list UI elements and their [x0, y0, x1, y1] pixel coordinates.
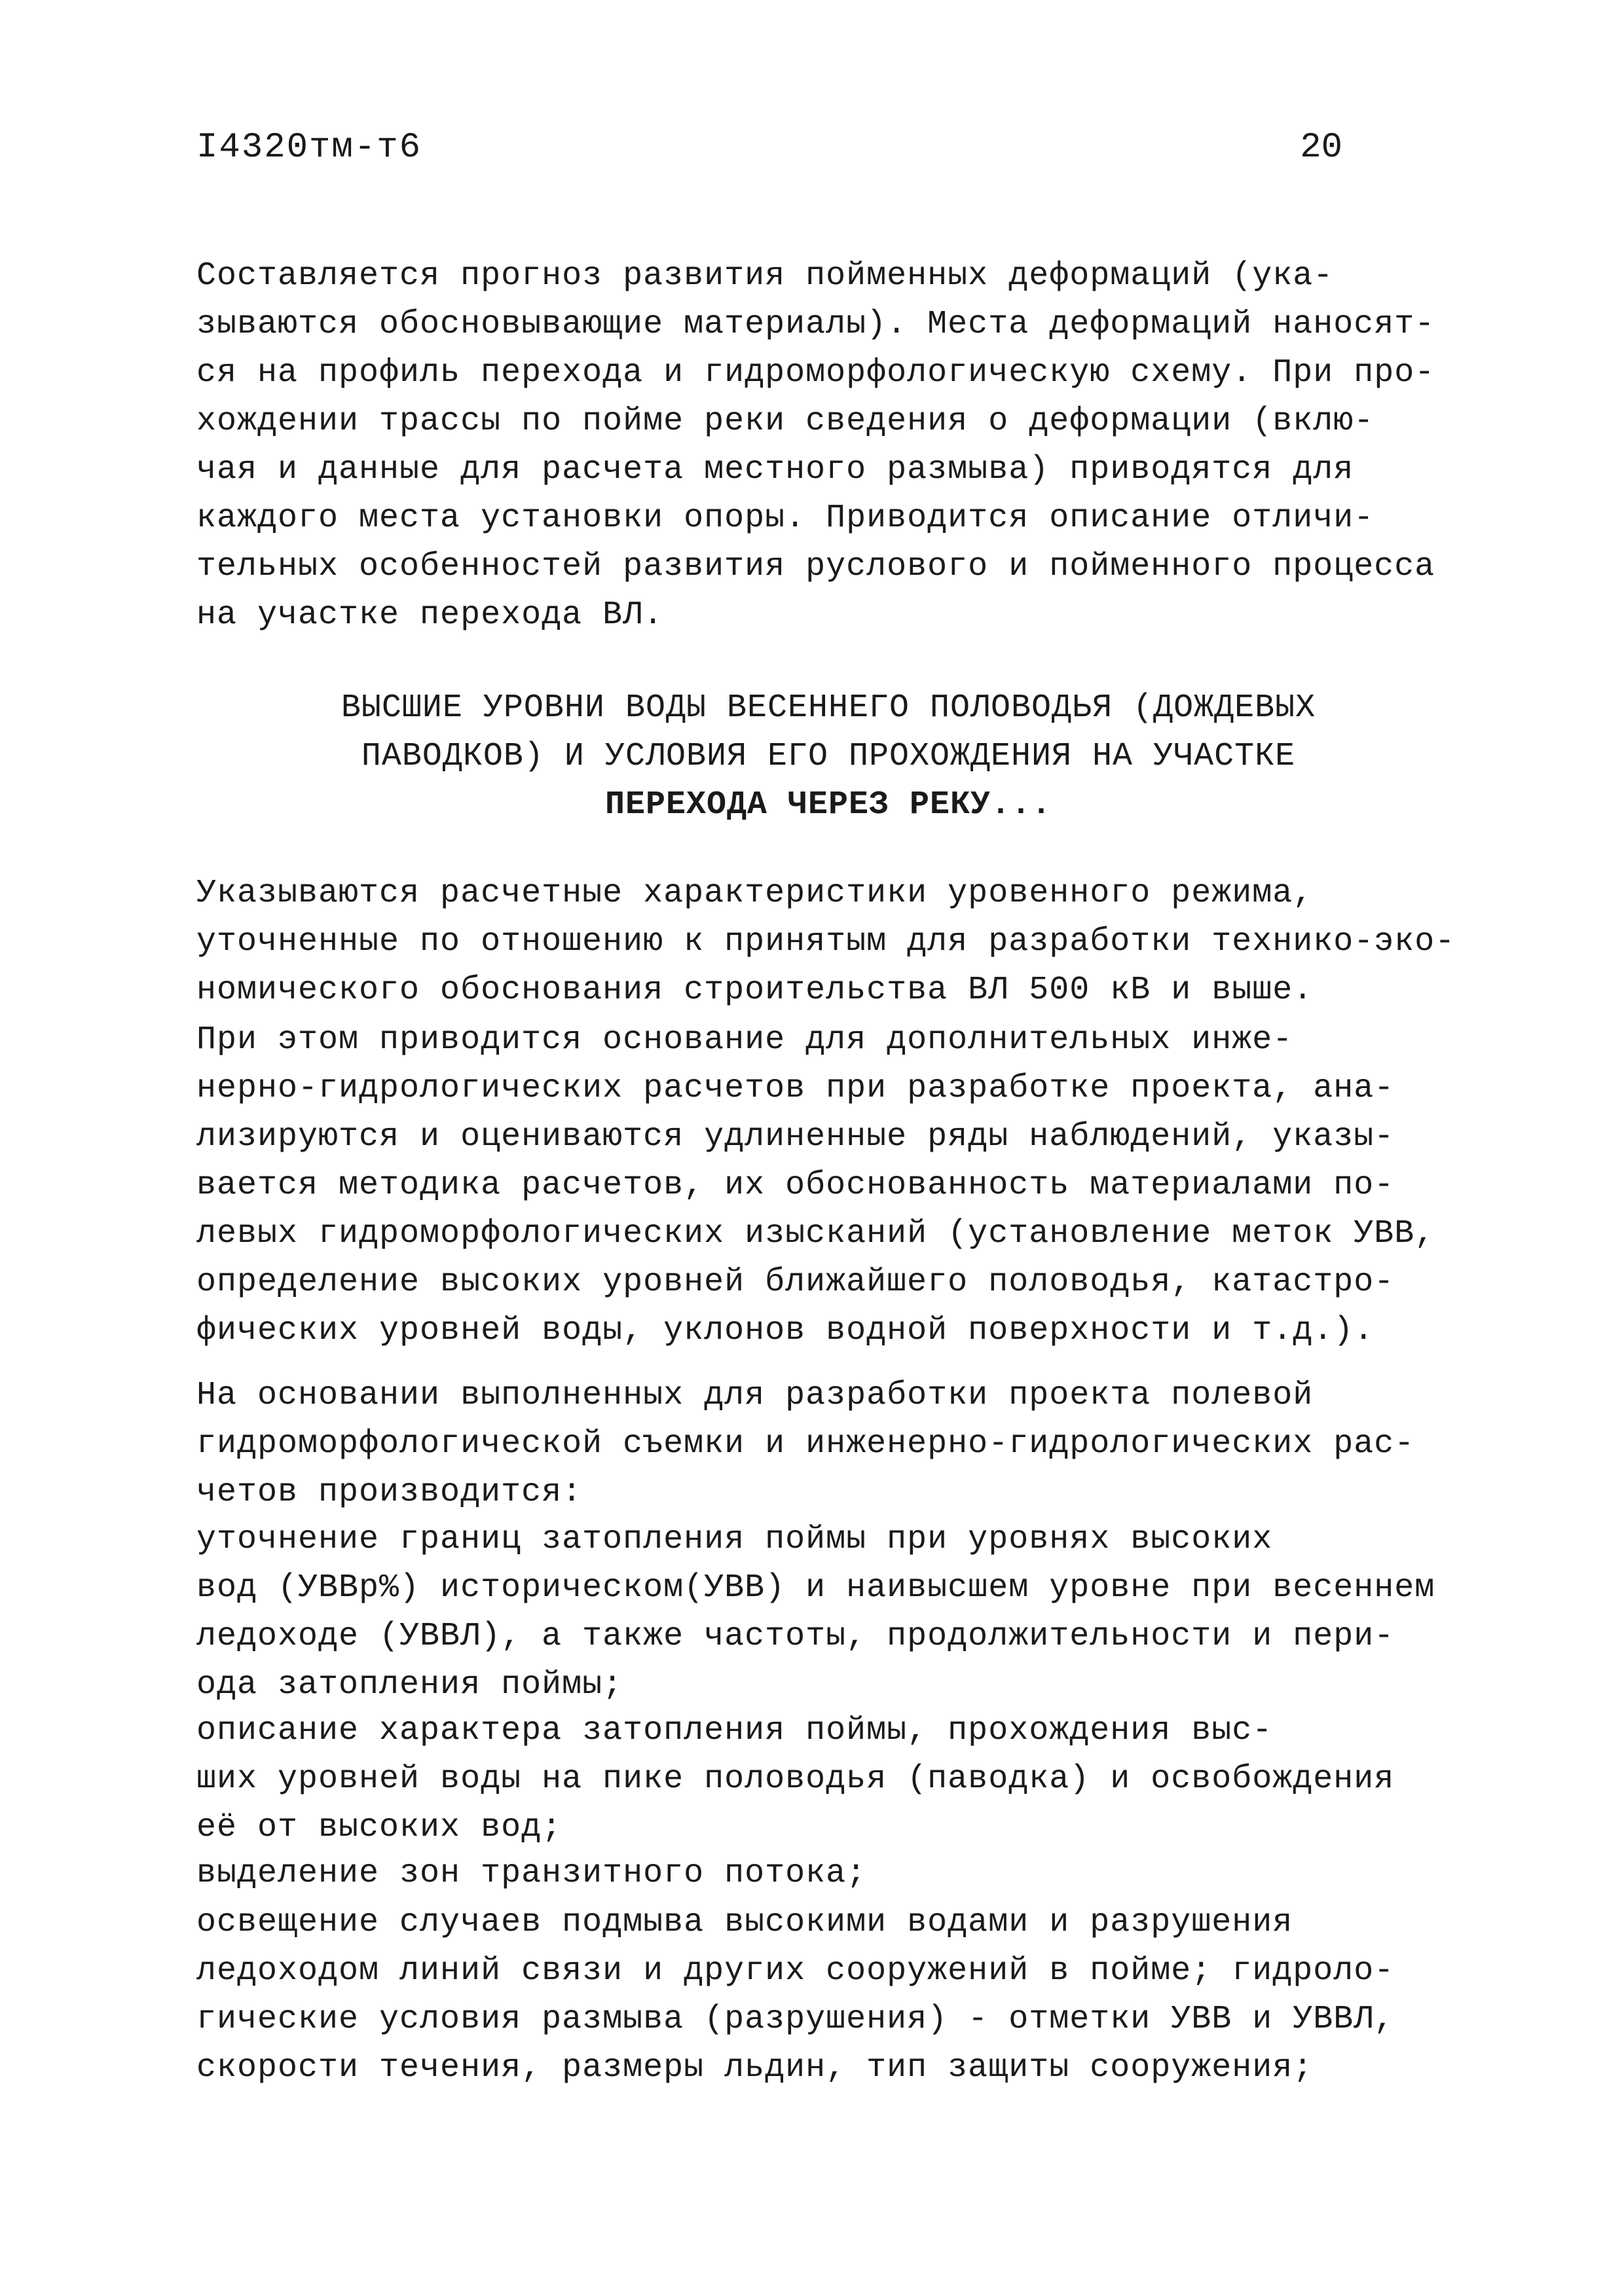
text-line: описание характера затопления поймы, прохождения выс-: [196, 1712, 1273, 1749]
text-line: вод (УВВр%) историческом(УВВ) и наивысшем уровне при весеннем: [196, 1569, 1435, 1607]
text-line: ледоходе (УВВЛ), а также частоты, продолжительности и пери-: [196, 1618, 1395, 1655]
text-line: каждого места установки опоры. Приводится описание отличи-: [196, 500, 1375, 537]
heading-line: ВЫСШИЕ УРОВНИ ВОДЫ ВЕСЕННЕГО ПОЛОВОДЬЯ (ДОЖДЕВЫХ: [341, 689, 1316, 727]
text-line: ся на профиль перехода и гидроморфологическую схему. При про-: [196, 354, 1435, 392]
text-line: ледоходом линий связи и других сооружений в пойме; гидроло-: [196, 1952, 1395, 1990]
text-line: хождении трассы по пойме реки сведения о деформации (вклю-: [196, 403, 1375, 440]
list-item-flood-description: [196, 1707, 1460, 1852]
list-item-transit-zones: [196, 1850, 1460, 1898]
text-line: четов производится:: [196, 1474, 583, 1511]
text-line: определение высоких уровней ближайшего половодья, катастро-: [196, 1264, 1395, 1301]
list-item-damage-cases: [196, 1899, 1460, 2092]
text-line: фических уровней воды, уклонов водной поверхности и т.д.).: [196, 1312, 1375, 1349]
text-line: выделение зон транзитного потока;: [196, 1855, 867, 1892]
text-line: вается методика расчетов, их обоснованность материалами по-: [196, 1167, 1395, 1204]
text-line: левых гидроморфологических изысканий (установление меток УВВ,: [196, 1215, 1435, 1252]
document-code: I4320тм-т6: [196, 128, 422, 168]
text-line: уточненные по отношению к принятым для разработки технико-эко-: [196, 923, 1456, 960]
text-line: гидроморфологической съемки и инженерно-гидрологических рас-: [196, 1425, 1415, 1463]
paragraph-deformation-forecast: [196, 252, 1460, 640]
text-line: на участке перехода ВЛ.: [196, 596, 664, 634]
page-number: 20: [1300, 128, 1342, 168]
text-line: её от высоких вод;: [196, 1809, 563, 1846]
paragraph-survey-results: [196, 1372, 1460, 1517]
text-line: гические условия размыва (разрушения) - отметки УВВ и УВВЛ,: [196, 2001, 1395, 2038]
heading-line: ПАВОДКОВ) И УСЛОВИЯ ЕГО ПРОХОЖДЕНИЯ НА УЧАСТКЕ: [361, 738, 1296, 775]
text-line: Указываются расчетные характеристики уровенного режима,: [196, 875, 1314, 912]
text-line: ода затопления поймы;: [196, 1666, 623, 1704]
text-line: уточнение границ затопления поймы при уровнях высоких: [196, 1521, 1273, 1558]
text-line: нерно-гидрологических расчетов при разработке проекта, ана-: [196, 1070, 1395, 1107]
text-line: освещение случаев подмыва высокими водами и разрушения: [196, 1904, 1293, 1941]
text-line: На основании выполненных для разработки проекта полевой: [196, 1377, 1314, 1414]
heading-line: ПЕРЕХОДА ЧЕРЕЗ РЕКУ...: [604, 786, 1052, 824]
text-line: тельных особенностей развития руслового и пойменного процесса: [196, 548, 1435, 585]
text-line: скорости течения, размеры льдин, тип защиты сооружения;: [196, 2049, 1314, 2086]
text-line: Составляется прогноз развития пойменных деформаций (ука-: [196, 257, 1334, 295]
paragraph-calculation-basis: [196, 1016, 1460, 1355]
list-item-flood-boundaries: [196, 1516, 1460, 1709]
text-line: При этом приводится основание для дополнительных инже-: [196, 1021, 1293, 1059]
text-line: зываются обосновывающие материалы). Места деформаций наносят-: [196, 306, 1435, 343]
text-line: лизируются и оцениваются удлиненные ряды наблюдений, указы-: [196, 1118, 1395, 1156]
text-line: номического обоснования строительства ВЛ 500 кВ и выше.: [196, 972, 1314, 1009]
page-header: [196, 128, 1428, 173]
section-heading: [196, 684, 1460, 829]
text-line: ших уровней воды на пике половодья (паводка) и освобождения: [196, 1760, 1395, 1798]
text-line: чая и данные для расчета местного размыва) приводятся для: [196, 451, 1354, 488]
paragraph-level-characteristics: [196, 869, 1460, 1015]
